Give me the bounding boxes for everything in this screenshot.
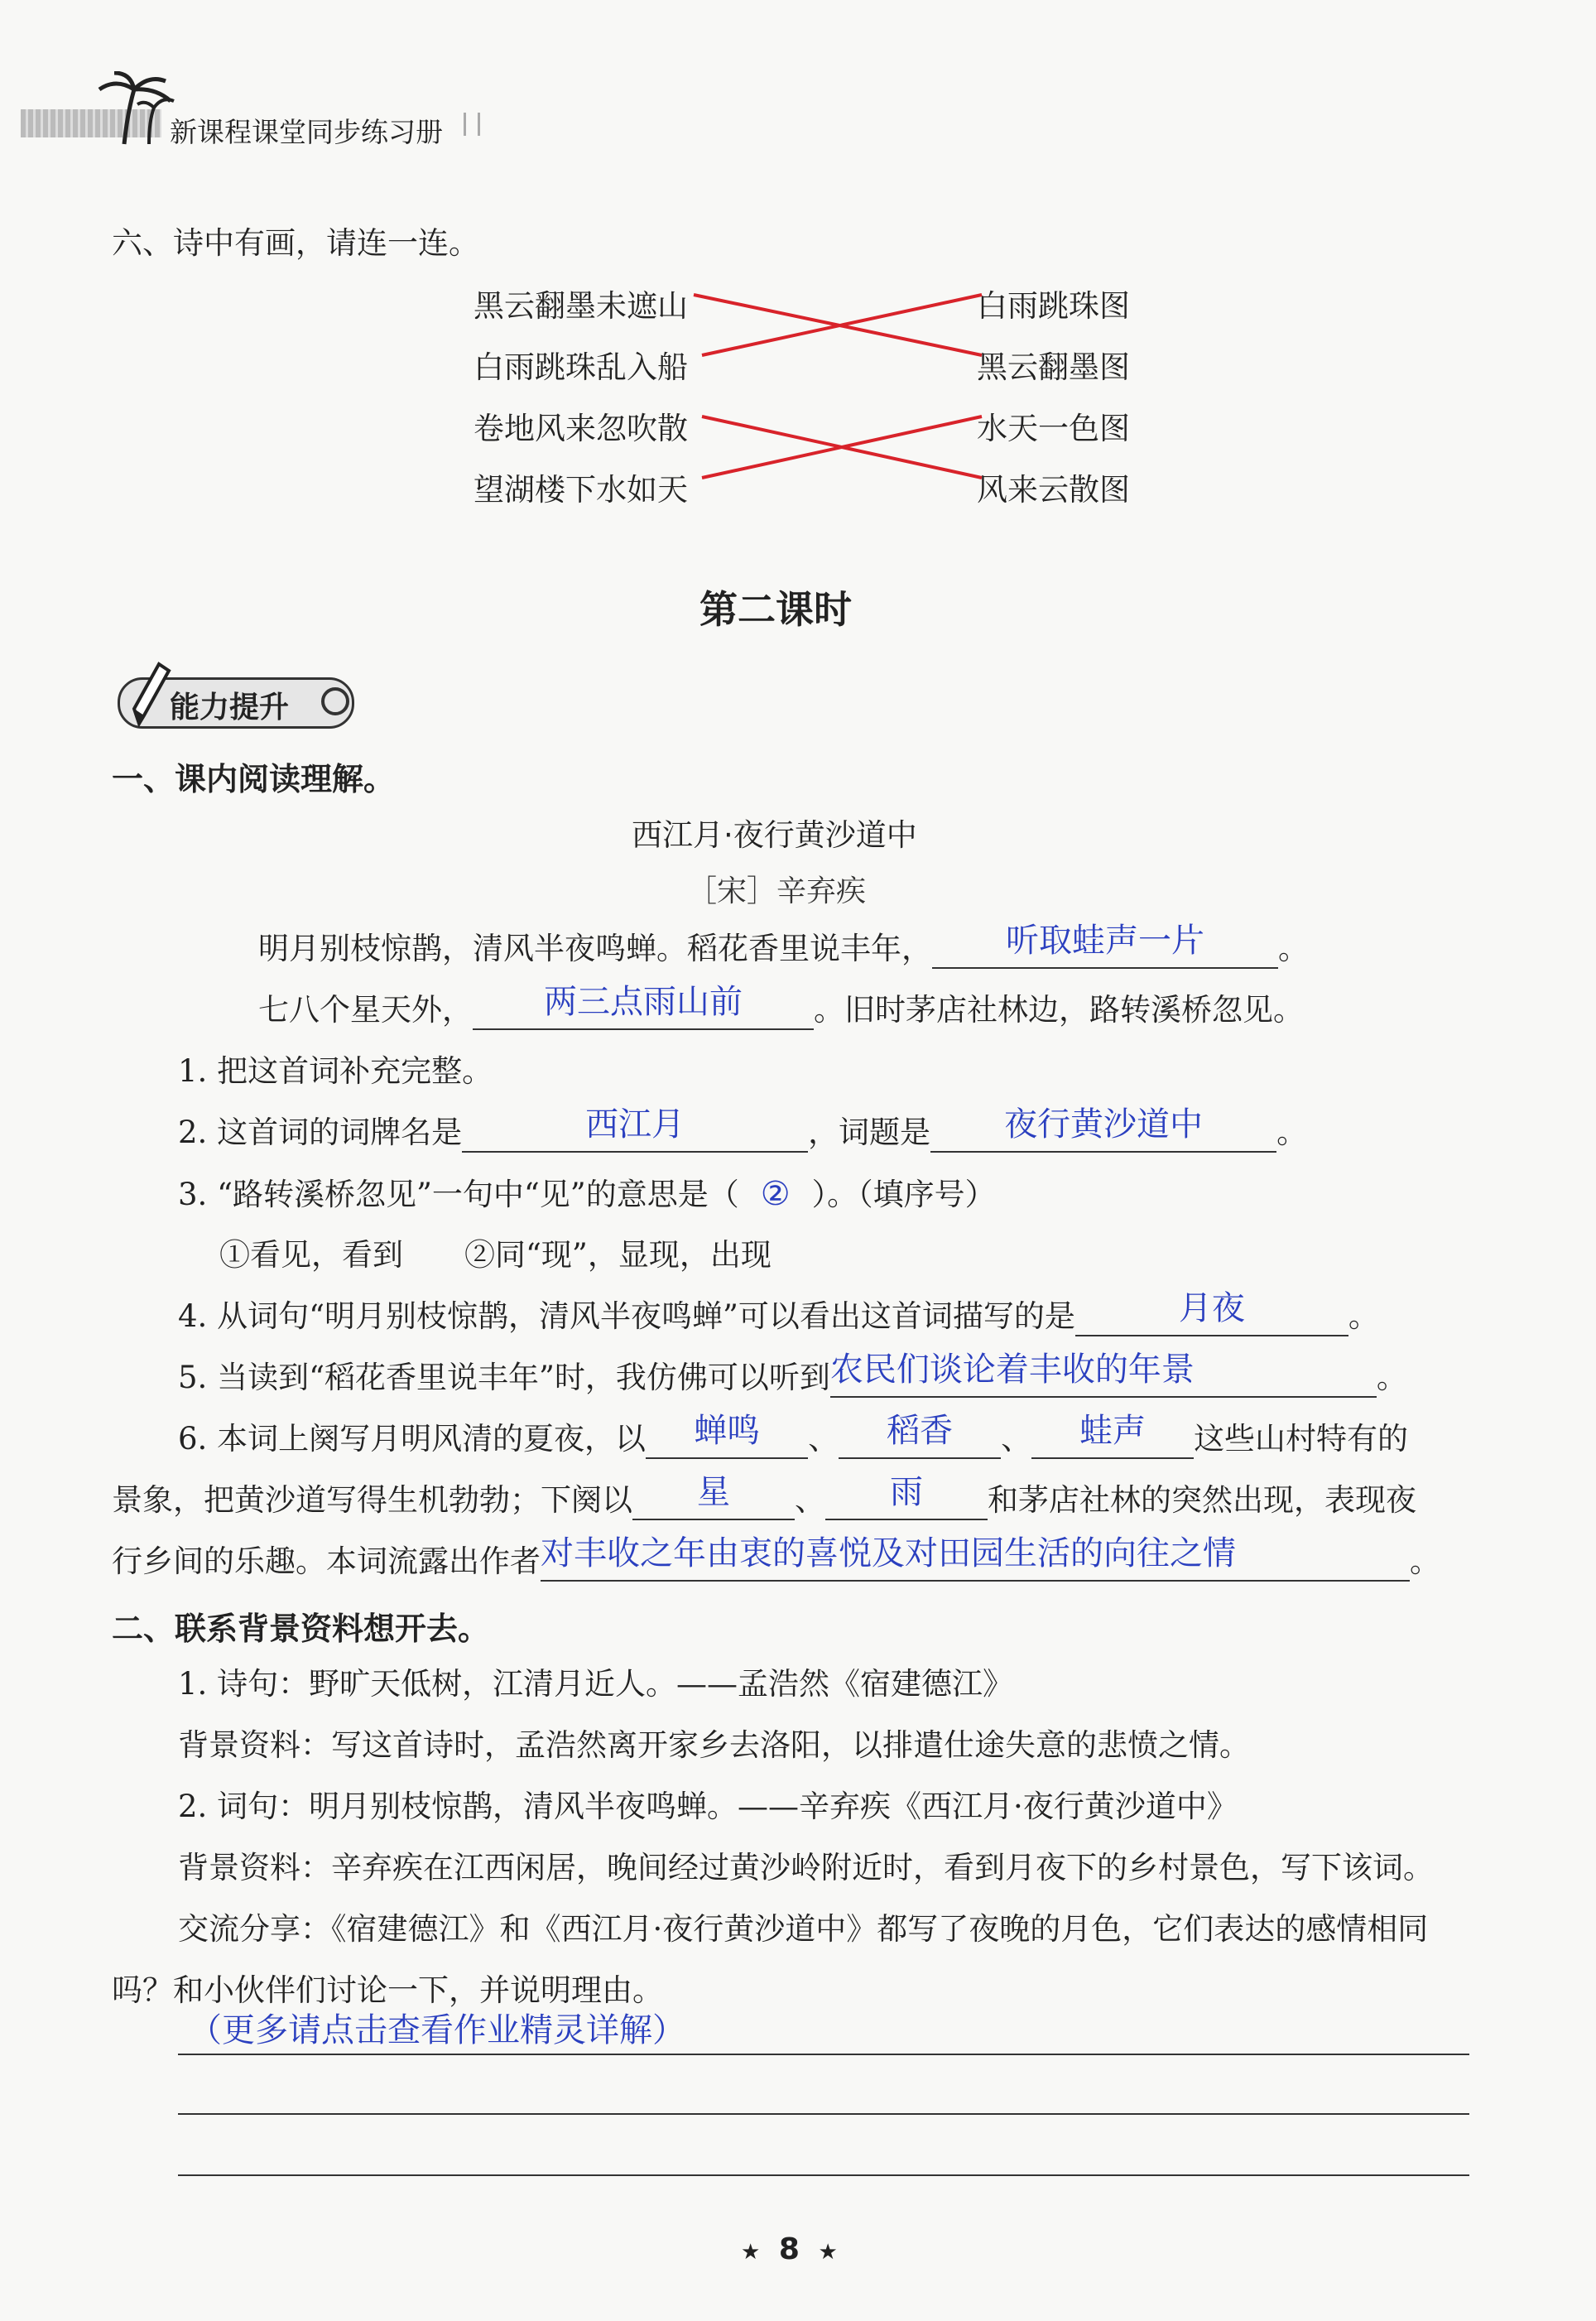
answer-q6-5: 雨 <box>890 1473 923 1511</box>
blank-line2[interactable] <box>473 983 814 1030</box>
punct: 。 <box>1276 1115 1308 1150</box>
badge-end-icon <box>321 687 349 715</box>
q3-options: ①看见，看到 ②同“现”，显现，出现 <box>219 1237 772 1273</box>
part2-p4: 背景资料：辛弃疾在江西闲居，晚间经过黄沙岭附近时，看到月夜下的乡村景色，写下该词。 <box>178 1850 1434 1885</box>
answer-q6-3: 蛙声 <box>1079 1412 1147 1450</box>
q3-text: 3. “路转溪桥忽见”一句中“见”的意思是（ <box>178 1177 739 1212</box>
answer-q6-2: 稻香 <box>887 1412 954 1450</box>
blank-q6-1[interactable] <box>646 1412 808 1459</box>
blank-q6-5[interactable] <box>825 1473 988 1520</box>
answer-line2: 两三点雨山前 <box>544 983 743 1021</box>
q6-text4: 和茅店社林的突然出现，表现夜 <box>988 1482 1416 1518</box>
punct: 。 <box>1410 1543 1440 1579</box>
badge-label: 能力提升 <box>170 691 290 725</box>
blank-q6-2[interactable] <box>839 1412 1001 1459</box>
part2-p5: 交流分享：《宿建德江》和《西江月·夜行黄沙道中》都写了夜晚的月色，它们表达的感情相同 <box>178 1911 1429 1947</box>
q6-text5: 行乡间的乐趣。本词流露出作者 <box>112 1543 541 1579</box>
blank-q6-4[interactable] <box>632 1473 795 1520</box>
answer-q3: ② <box>760 1175 791 1213</box>
part2-p6: 吗？和小伙伴们讨论一下，并说明理由。 <box>112 1972 663 2008</box>
blank-q6-3[interactable] <box>1031 1412 1194 1459</box>
q4 <box>178 1289 1379 1336</box>
pencil-icon <box>123 659 172 729</box>
q3-text2: ）。（填序号） <box>811 1177 996 1212</box>
q6-line1 <box>178 1412 1409 1459</box>
blank-q2-2[interactable] <box>930 1105 1276 1153</box>
right-item: 风来云散图 <box>977 472 1130 508</box>
poem-line2-text: 七八个星天外， <box>258 992 473 1028</box>
poem-line2 <box>258 983 1304 1030</box>
q6-line2 <box>112 1473 1416 1520</box>
left-item: 白雨跳珠乱入船 <box>474 349 688 385</box>
part2-p1: 1. 诗句：野旷天低树，江清月近人。——孟浩然《宿建德江》 <box>178 1666 1014 1702</box>
header-title: 新课程课堂同步练习册 <box>170 116 443 148</box>
answer-q4: 月夜 <box>1178 1289 1245 1327</box>
sep: 、 <box>795 1482 825 1518</box>
part1-title: 一、课内阅读理解。 <box>112 761 396 797</box>
q6-line3 <box>112 1534 1440 1582</box>
answer-link[interactable]: （更多请点击查看作业精灵详解） <box>189 2011 685 2049</box>
q5 <box>178 1351 1407 1398</box>
right-item: 黑云翻墨图 <box>977 349 1130 385</box>
punct: 。 <box>1348 1298 1379 1334</box>
poem-author: ［宋］辛弃疾 <box>687 874 867 908</box>
part2-p3: 2. 词句：明月别枝惊鹊，清风半夜鸣蝉。——辛弃疾《西江月·夜行黄沙道中》 <box>178 1789 1238 1824</box>
sep: 、 <box>808 1421 839 1457</box>
section6-title: 六、诗中有画，请连一连。 <box>112 225 479 261</box>
answer-q2-2: 夜行黄沙道中 <box>1004 1105 1204 1144</box>
answer-rule[interactable] <box>178 2174 1469 2176</box>
star-icon: ★ <box>741 2240 761 2265</box>
answer-q6-4: 星 <box>697 1473 730 1511</box>
q6-text: 6. 本词上阕写月明风清的夏夜，以 <box>178 1421 647 1457</box>
right-item: 水天一色图 <box>977 411 1130 446</box>
left-item: 黑云翻墨未遮山 <box>474 288 688 324</box>
poem-line2-tail: 。旧时茅店社林边，路转溪桥忽见。 <box>814 992 1304 1028</box>
blank-q4[interactable] <box>1075 1289 1348 1336</box>
star-icon: ★ <box>818 2240 838 2265</box>
answer-q2-1: 西江月 <box>585 1105 685 1144</box>
q4-text: 4. 从词句“明月别枝惊鹊，清风半夜鸣蝉”可以看出这首词描写的是 <box>178 1298 1075 1334</box>
blank-line1[interactable] <box>932 922 1278 969</box>
answer-q6-1: 蝉鸣 <box>694 1412 761 1450</box>
answer-q5: 农民们谈论着丰收的年景 <box>829 1351 1195 1389</box>
page-num: 8 <box>778 2232 800 2266</box>
left-item: 望湖楼下水如天 <box>474 472 688 508</box>
q5-text: 5. 当读到“稻花香里说丰年”时，我仿佛可以听到 <box>178 1360 830 1395</box>
page-number <box>741 2232 838 2266</box>
answer-line1: 听取蛙声一片 <box>1006 922 1204 960</box>
blank-q5[interactable] <box>829 1351 1377 1398</box>
right-item: 白雨跳珠图 <box>977 288 1130 324</box>
q2 <box>178 1105 1308 1153</box>
q2-text: 2. 这首词的词牌名是 <box>178 1115 463 1150</box>
part2-p2: 背景资料：写这首诗时，孟浩然离开家乡去洛阳，以排遣仕途失意的悲愤之情。 <box>178 1727 1250 1763</box>
blank-q2-1[interactable] <box>462 1105 808 1153</box>
punct: 。 <box>1278 931 1309 966</box>
q3 <box>178 1174 996 1215</box>
answer-q6-6: 对丰收之年由衷的喜悦及对田园生活的向往之情 <box>541 1534 1236 1572</box>
lesson-title: 第二课时 <box>699 587 852 632</box>
poem-title: 西江月·夜行黄沙道中 <box>632 817 917 853</box>
matching-lines <box>0 0 1596 580</box>
blank-q6-6[interactable] <box>541 1534 1410 1582</box>
q6-text3: 景象，把黄沙道写得生机勃勃；下阕以 <box>112 1482 632 1518</box>
answer-rule[interactable] <box>178 2113 1469 2115</box>
q2-text2: ，词题是 <box>808 1115 931 1150</box>
punct: 。 <box>1376 1360 1407 1395</box>
sep: 、 <box>1001 1421 1032 1457</box>
part2-title: 二、联系背景资料想开去。 <box>112 1611 490 1647</box>
q1: 1. 把这首词补充完整。 <box>178 1053 493 1089</box>
q6-text2: 这些山村特有的 <box>1194 1421 1409 1457</box>
answer-rule[interactable] <box>178 2054 1469 2055</box>
left-item: 卷地风来忽吹散 <box>474 411 688 446</box>
poem-line1-text: 明月别枝惊鹊，清风半夜鸣蝉。稻花香里说丰年， <box>258 931 932 966</box>
poem-line1 <box>258 922 1309 969</box>
